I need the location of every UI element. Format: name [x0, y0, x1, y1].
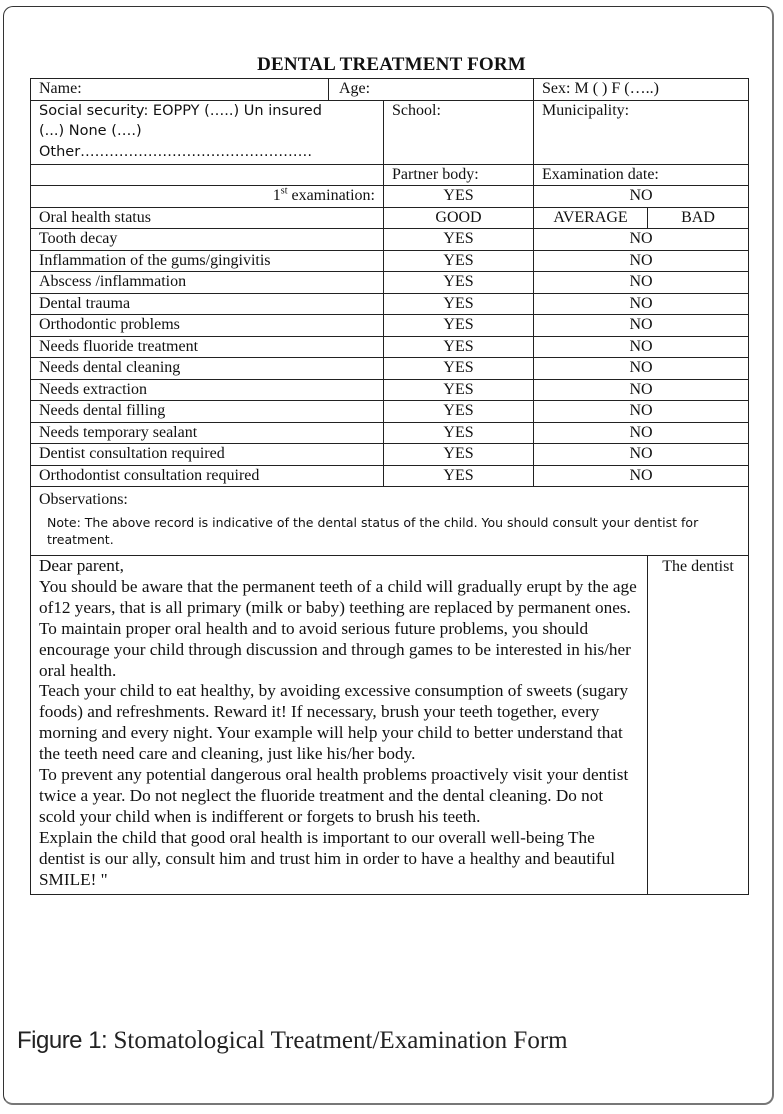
row-no[interactable]: NO: [534, 250, 749, 272]
row-yes[interactable]: YES: [384, 444, 534, 466]
row-no[interactable]: NO: [534, 229, 749, 251]
row-no[interactable]: NO: [534, 358, 749, 380]
table-row: [31, 336, 749, 358]
row-label: Abscess /inflammation: [31, 272, 384, 294]
table-row: [31, 358, 749, 380]
header-row-social: [31, 100, 749, 164]
table-row: [31, 315, 749, 337]
table-row: [31, 465, 749, 487]
social-security-line-2: (...) None (….): [39, 123, 142, 139]
social-security-field[interactable]: [31, 100, 384, 164]
row-yes[interactable]: YES: [384, 465, 534, 487]
dentist-signature-label: The dentist: [662, 558, 734, 575]
table-row: [31, 250, 749, 272]
table-row: [31, 272, 749, 294]
table-row: [31, 293, 749, 315]
blank-cell: [31, 164, 384, 186]
row-label: Dental trauma: [31, 293, 384, 315]
row-yes[interactable]: YES: [384, 272, 534, 294]
row-no[interactable]: NO: [534, 401, 749, 423]
row-yes[interactable]: YES: [384, 250, 534, 272]
header-row-name: [31, 79, 749, 101]
row-no[interactable]: NO: [534, 272, 749, 294]
observations-field[interactable]: [31, 487, 749, 556]
name-field[interactable]: Name:: [31, 79, 329, 101]
row-no[interactable]: NO: [534, 379, 749, 401]
letter-row: [31, 556, 749, 895]
oral-health-status-row: [31, 207, 749, 229]
row-no[interactable]: NO: [534, 465, 749, 487]
row-no[interactable]: NO: [534, 315, 749, 337]
figure-caption: [17, 1027, 568, 1055]
table-row: [31, 444, 749, 466]
row-yes[interactable]: YES: [384, 315, 534, 337]
figure-caption-text: Stomatological Treatment/Examination Form: [107, 1027, 568, 1054]
municipality-field[interactable]: Municipality:: [534, 100, 749, 164]
row-yes[interactable]: YES: [384, 336, 534, 358]
row-yes[interactable]: YES: [384, 422, 534, 444]
row-label: Needs dental filling: [31, 401, 384, 423]
examination-date-field[interactable]: Examination date:: [534, 164, 749, 186]
letter-paragraph: To prevent any potential dangerous oral health problems proactively visit your dentist twice a year. Do not neglect the fluoride treatment and the dental cleaning. Do not scold your child when is indifferent or forgets to brush his teeth.: [39, 765, 629, 826]
letter-greeting: Dear parent,: [39, 556, 124, 575]
sex-field[interactable]: Sex: M ( ) F (…..): [534, 79, 749, 101]
form-title: DENTAL TREATMENT FORM: [257, 54, 526, 75]
row-label: Dentist consultation required: [31, 444, 384, 466]
row-yes[interactable]: YES: [384, 358, 534, 380]
header-row-partner: [31, 164, 749, 186]
row-label: Needs dental cleaning: [31, 358, 384, 380]
oral-health-average[interactable]: AVERAGE: [534, 207, 648, 229]
row-label: Orthodontic problems: [31, 315, 384, 337]
partner-body-field[interactable]: Partner body:: [384, 164, 534, 186]
oral-health-bad[interactable]: BAD: [648, 207, 749, 229]
dentist-signature-field[interactable]: [648, 556, 749, 895]
row-label: Inflammation of the gums/gingivitis: [31, 250, 384, 272]
row-label: Needs temporary sealant: [31, 422, 384, 444]
row-label: Needs extraction: [31, 379, 384, 401]
row-no[interactable]: NO: [534, 293, 749, 315]
school-field[interactable]: School:: [384, 100, 534, 164]
parent-letter: [31, 556, 648, 895]
observations-label: Observations:: [39, 491, 128, 508]
row-no[interactable]: NO: [534, 336, 749, 358]
row-label: Needs fluoride treatment: [31, 336, 384, 358]
table-row: [31, 422, 749, 444]
row-yes[interactable]: YES: [384, 379, 534, 401]
row-no[interactable]: NO: [534, 444, 749, 466]
row-yes[interactable]: YES: [384, 293, 534, 315]
first-examination-no[interactable]: NO: [534, 186, 749, 208]
first-examination-row: [31, 186, 749, 208]
table-row: [31, 229, 749, 251]
row-label: Tooth decay: [31, 229, 384, 251]
social-security-line-3: Other…………………………………………: [39, 143, 313, 160]
dental-treatment-form-table: [30, 78, 749, 895]
table-row: [31, 379, 749, 401]
oral-health-status-label: Oral health status: [31, 207, 384, 229]
disclaimer-note: Note: The above record is indicative of the dental status of the child. You should consult your dentist for treatment.: [47, 515, 699, 547]
letter-paragraph: You should be aware that the permanent teeth of a child will gradually erupt by the age of12 years, that is all primary (milk or baby) teething are replaced by permanent ones.: [39, 576, 637, 617]
social-security-line-1: Social security: EOPPY (…..) Un insured: [39, 102, 322, 119]
letter-paragraph: Teach your child to eat healthy, by avoiding excessive consumption of sweets (sugary foods) and refreshments. Reward it! If necessary, brush your teeth together, every morning and every night. Your example will help your child to better understand that the teeth need care and cleaning, just like his/her body.: [39, 681, 629, 764]
first-examination-label: 1st examination:: [31, 186, 384, 208]
letter-paragraph: Explain the child that good oral health is important to our overall well-being The dentist is our ally, consult him and trust him in order to have a healthy and beautiful SMILE! ": [39, 827, 615, 889]
age-field[interactable]: Age:: [329, 79, 534, 101]
row-label: Orthodontist consultation required: [31, 465, 384, 487]
observations-row: [31, 487, 749, 556]
figure-label: Figure 1:: [17, 1027, 108, 1054]
letter-paragraph: To maintain proper oral health and to avoid serious future problems, you should encourage your child through discussion and through games to be interested in his/her oral health.: [39, 618, 631, 680]
oral-health-good[interactable]: GOOD: [384, 207, 534, 229]
first-examination-yes[interactable]: YES: [384, 186, 534, 208]
row-yes[interactable]: YES: [384, 229, 534, 251]
row-no[interactable]: NO: [534, 422, 749, 444]
table-row: [31, 401, 749, 423]
row-yes[interactable]: YES: [384, 401, 534, 423]
